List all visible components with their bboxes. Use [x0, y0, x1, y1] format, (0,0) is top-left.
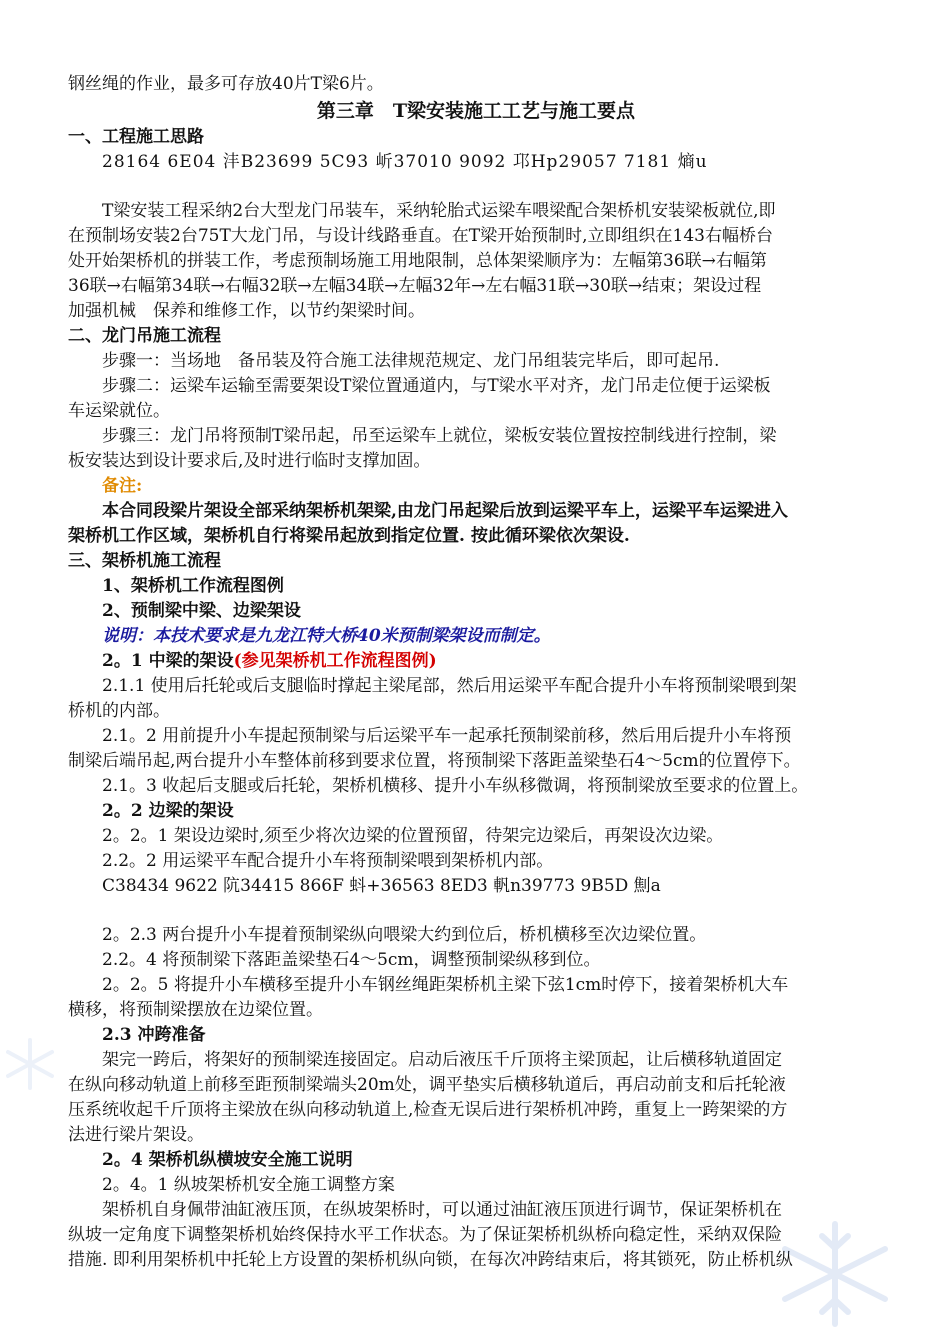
paragraph-line: 2.1。2 用前提升小车提起预制梁与后运梁平车一起承托预制梁前移，然后用后提升小车将预 — [102, 726, 792, 746]
paragraph-line: 2。2.3 两台提升小车提着预制梁纵向喂梁大约到位后，桥机横移至次边梁位置。 — [102, 925, 707, 945]
subsection-heading-2-4: 2。4 架桥机纵横坡安全施工说明 — [102, 1150, 353, 1170]
note-line: 架桥机工作区域，架桥机自行将梁吊起放到指定位置. 按此循环梁依次架设. — [68, 526, 630, 546]
snowflake-watermark-icon — [0, 1034, 60, 1094]
paragraph-line: 在预制场安装2台75T大龙门吊，与设计线路垂直。在T梁开始预制时,立即组织在143右幅桥台 — [68, 226, 773, 246]
paragraph-line: 在纵向移动轨道上前移至距预制梁端头20m处，调平垫实后横移轨道后，再启动前支和后托轮液 — [68, 1075, 786, 1095]
paragraph-line: 桥机的内部。 — [68, 701, 170, 721]
snowflake-watermark-icon — [760, 1214, 910, 1334]
subsection-heading-2-4-1: 2。4。1 纵坡架桥机安全施工调整方案 — [102, 1175, 395, 1195]
paragraph-line: 2。2。1 架设边梁时,须至少将次边梁的位置预留，待架完边梁后，再架设次边梁。 — [102, 826, 724, 846]
garbled-text-line: 28164 6E04 沣B23699 5C93 岓37010 9092 邛Hp29057 7181 熵u — [102, 152, 708, 172]
section-heading-1: 一、工程施工思路 — [68, 127, 204, 147]
subsection-heading-ref: (参见架桥机工作流程图例) — [233, 651, 437, 671]
explanation-line: 说明：本技术要求是九龙江特大桥40米预制梁架设而制定。 — [102, 626, 551, 646]
paragraph-line: 压系统收起千斤顶将主梁放在纵向移动轨道上,检查无误后进行架桥机冲跨，重复上一跨架梁的方 — [68, 1100, 788, 1120]
note-line: 本合同段梁片架设全部采纳架桥机架梁,由龙门吊起梁后放到运梁平车上，运梁平车运梁进入 — [102, 501, 788, 521]
section-heading-3: 三、架桥机施工流程 — [68, 551, 221, 571]
text-line: 钢丝绳的作业，最多可存放40片T梁6片。 — [68, 74, 384, 94]
paragraph-line: 纵坡一定角度下调整架桥机始终保持水平工作状态。为了保证架桥机纵桥向稳定性，采纳双保险 — [68, 1225, 782, 1245]
subheading: 1、架桥机工作流程图例 — [102, 576, 284, 596]
paragraph-line: T梁安装工程采纳2台大型龙门吊装车，采纳轮胎式运梁车喂梁配合架桥机安装梁板就位,即 — [102, 201, 776, 221]
paragraph-line: 2。2。5 将提升小车横移至提升小车钢丝绳距架桥机主梁下弦1cm时停下，接着架桥机大车 — [102, 975, 789, 995]
section-heading-2: 二、龙门吊施工流程 — [68, 326, 221, 346]
paragraph-line: 架桥机自身佩带油缸液压顶，在纵坡架桥时，可以通过油缸液压顶进行调节，保证架桥机在 — [102, 1200, 782, 1220]
paragraph-line: 法进行梁片架设。 — [68, 1125, 204, 1145]
paragraph-line: 2.1.1 使用后托轮或后支腿临时撑起主梁尾部，然后用运梁平车配合提升小车将预制梁喂到架 — [102, 676, 797, 696]
paragraph-line: 横移，将预制梁摆放在边梁位置。 — [68, 1000, 323, 1020]
subsection-heading-2-3: 2.3 冲跨准备 — [102, 1025, 206, 1045]
step-line: 步骤三：龙门吊将预制T梁吊起，吊至运梁车上就位，梁板安装位置按控制线进行控制，梁 — [102, 426, 777, 446]
step-line: 车运梁就位。 — [68, 401, 170, 421]
note-label: 备注: — [102, 476, 143, 496]
paragraph-line: 2.2。2 用运梁平车配合提升小车将预制梁喂到架桥机内部。 — [102, 851, 554, 871]
step-line: 步骤二：运梁车运输至需要架设T梁位置通道内，与T梁水平对齐，龙门吊走位便于运梁板 — [102, 376, 771, 396]
subsection-heading-text: 2。1 中梁的架设 — [102, 651, 234, 671]
paragraph-line: 36联→右幅第34联→右幅32联→左幅34联→左幅32年→左右幅31联→30联→结束；架设过程 — [68, 276, 762, 296]
subheading: 2、预制梁中梁、边梁架设 — [102, 601, 301, 621]
paragraph-line: 处开始架桥机的拼装工作，考虑预制场施工用地限制，总体架梁顺序为：左幅第36联→右幅第 — [68, 251, 767, 271]
paragraph-line: 2.2。4 将预制梁下落距盖梁垫石4～5cm，调整预制梁纵移到位。 — [102, 950, 601, 970]
garbled-text-line: C38434 9622 阬34415 866F 蚪+36563 8ED3 軓n39773 9B5D 劁a — [102, 876, 661, 896]
paragraph-line: 架完一跨后，将架好的预制梁连接固定。启动后液压千斤顶将主梁顶起，让后横移轨道固定 — [102, 1050, 782, 1070]
step-line: 板安装达到设计要求后,及时进行临时支撑加固。 — [68, 451, 431, 471]
paragraph-line: 制梁后端吊起,两台提升小车整体前移到要求位置，将预制梁下落距盖梁垫石4～5cm的位置停下。 — [68, 751, 801, 771]
subsection-heading-2-1 — [102, 649, 918, 674]
step-line: 步骤一：当场地 备吊装及符合施工法律规范规定、龙门吊组装完毕后，即可起吊. — [102, 351, 720, 371]
paragraph-line: 2.1。3 收起后支腿或后托轮，架桥机横移、提升小车纵移微调，将预制梁放至要求的位置上。 — [102, 776, 809, 796]
subsection-heading-2-2: 2。2 边梁的架设 — [102, 801, 234, 821]
paragraph-line: 措施. 即利用架桥机中托轮上方设置的架桥机纵向锁，在每次冲跨结束后，将其锁死，防止桥机纵 — [68, 1250, 793, 1270]
chapter-title: 第三章 T梁安装施工工艺与施工要点 — [316, 100, 636, 122]
paragraph-line: 加强机械 保养和维修工作，以节约架梁时间。 — [68, 301, 425, 321]
